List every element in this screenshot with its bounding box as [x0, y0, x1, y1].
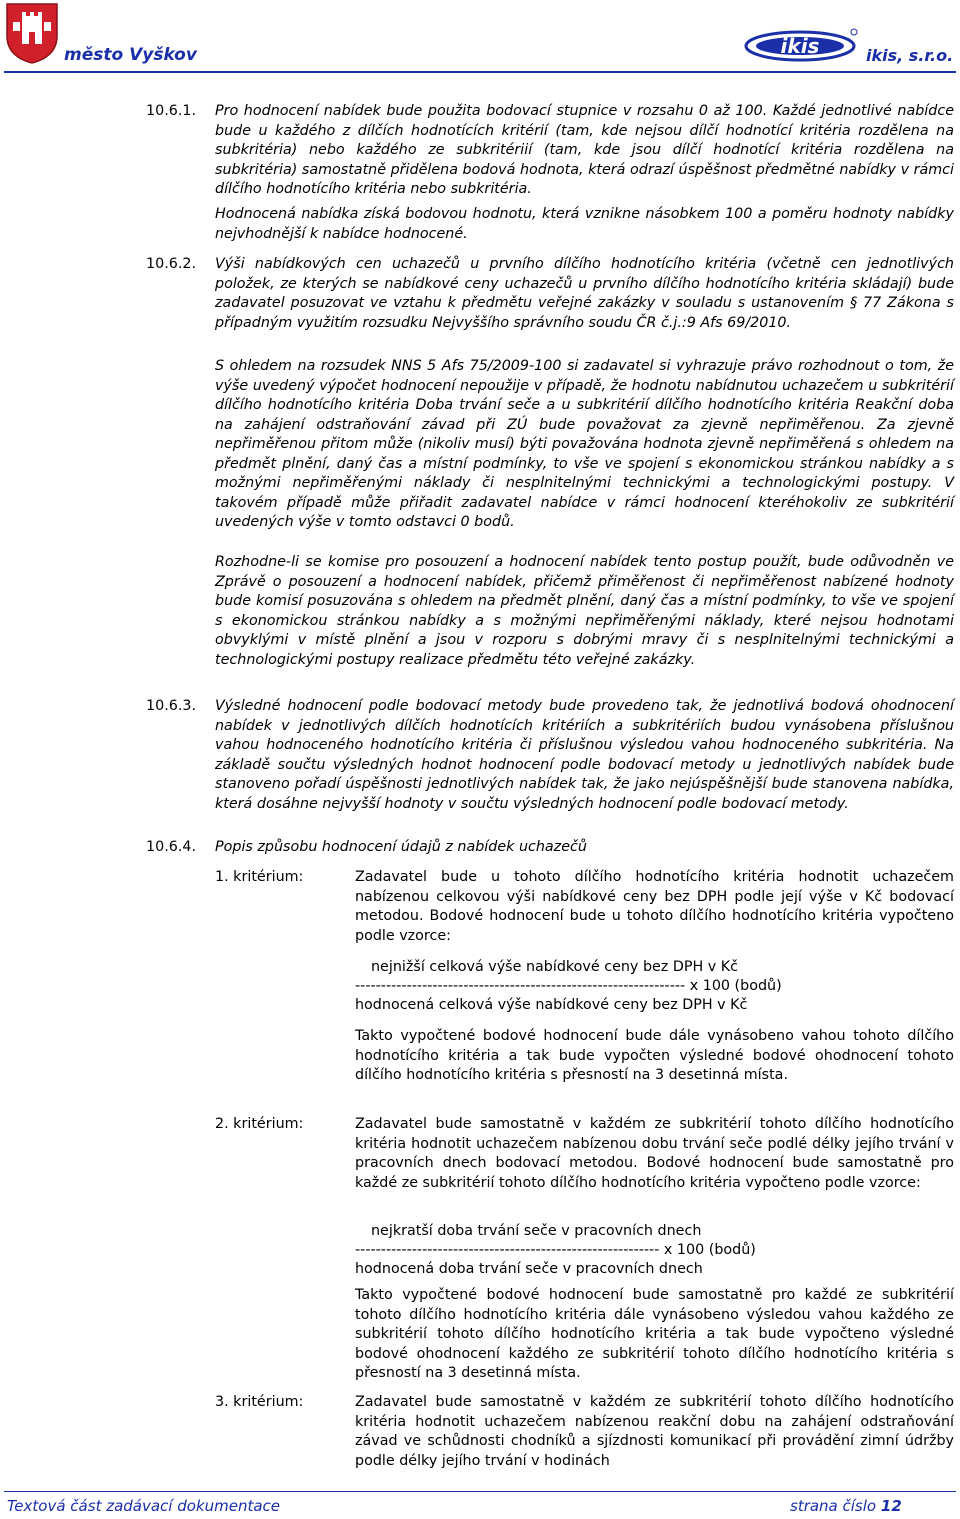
section-10-6-4-title: Popis způsobu hodnocení údajů z nabídek uchazečů [215, 839, 587, 855]
criterion-2-after-text: Takto vypočtené bodové hodnocení bude samostatně pro každé ze subkritérií tohoto dílčího hodnotícího kritéria dále vynásobeno výsledou vahou každého ze subkritérií tohoto dílčího hodnotícího kritéria a tak bude vypočteno výsledné bodové ohodnocení každého ze subkritérií tohoto dílčího hodnotícího kritéria s přesností na 3 desetinná místa. [355, 1287, 954, 1381]
section-number-10-6-3: 10.6.3. [146, 698, 197, 714]
criterion-3-label: 3. kritérium: [215, 1394, 304, 1410]
section-10-6-2-paragraph-1: Výši nabídkových cen uchazečů u prvního dílčího hodnotícího kritéria (včetně cen jednotlivých položek, ze kterých se nabídkové ceny uchazečů u prvního dílčího hodnotícího kritéria skládají) bude zadavatel posuzovat ve vztahu k předmětu veřejné zakázky v souladu s ustanovením § 77 Zákona s případným využitím rozsudku Nejvyššího správního soudu ČR č.j.:9 Afs 69/2010. [215, 256, 954, 331]
section-10-6-1-paragraph-1: Pro hodnocení nabídek bude použita bodovací stupnice v rozsahu 0 až 100. Každé jednotlivé nabídce bude u každého z dílčích hodnotících kritérií (tam, kde nejsou dílčí hodnotící kritéria rozdělena na subkritéria) nebo každého ze subkritériií (tam, kde jsou dílčí hodnotící kritéria rozdělena na subkritéria) samostatně přidělena bodová hodnota, která odrazí úspěšnost předmětné nabídky v rámci dílčího hodnotícího kritéria nebo subkritéria. [215, 103, 954, 197]
section-10-6-1-paragraph-2: Hodnocená nabídka získá bodovou hodnotu, která vznikne násobkem 100 a poměru hodnoty nabídky nejvhodnější k nabídce hodnocené. [215, 206, 954, 242]
page-number-value: 12 [880, 1497, 902, 1515]
ikis-logo-icon [744, 26, 860, 66]
criterion-1-label: 1. kritérium: [215, 869, 304, 885]
criterion-3-text: Zadavatel bude samostatně v každém ze subkritérií tohoto dílčího hodnotícího kritéria hodnotit uchazečem nabízenou reakční dobu na zahájení odstraňování závad ve schůdnosti chodníků a sjízdnosti komunikací při provádění zimní údržby podle délky jejího trvání v hodinách [355, 1394, 954, 1469]
section-10-6-3-paragraph: Výsledné hodnocení podle bodovací metody bude provedeno tak, že jednotlivá bodová ohodnocení nabídek v jednotlivých dílčích hodnotících kritériích a subkritériích budou vynásobena příslušnou vahou hodnoceného hodnotícího kritéria či příslušnou výsledou vahou hodnoceného subkritéria. Na základě součtu výsledných hodnot hodnocení podle bodovací metody u jednotlivých nabídek bude stanoveno pořadí úspěšnosti jednotlivých nabídek tak, že jako nejúspěšnější bude stanovena nabídka, která dosáhne nejvyšší hodnoty v součtu výsledných hodnocení podle bodovací metody. [215, 698, 954, 812]
city-crest-icon [5, 2, 59, 64]
footer-page-number: strana číslo 12 [790, 1497, 902, 1515]
criterion-1-formula-line: ---------------------------------------------------------------- x 100 (bodů) [355, 978, 782, 994]
criterion-1-formula-numerator: nejnižší celková výše nabídkové ceny bez DPH v Kč [371, 959, 739, 975]
company-name: ikis, s.r.o. [866, 46, 954, 65]
city-name: město Vyškov [64, 45, 197, 65]
criterion-2-text: Zadavatel bude samostatně v každém ze subkritérií tohoto dílčího hodnotícího kritéria hodnotit uchazečem nabízenou dobu trvání seče podlé délky jejího trvání v pracovních dnech bodovací metodou. Bodové hodnocení bude samostatně pro každé ze subkritérií tohoto dílčího hodnotícího kritéria vypočteno podle vzorce: [355, 1116, 954, 1191]
page-header [0, 0, 960, 82]
section-number-10-6-4: 10.6.4. [146, 839, 197, 855]
criterion-1-after-text: Takto vypočtené bodové hodnocení bude dále vynásobeno vahou tohoto dílčího hodnotícího kritéria a tak bude vypočten výsledné bodové ohodnocení tohoto dílčího hodnotícího kritéria s přesností na 3 desetinná místa. [355, 1028, 954, 1083]
section-10-6-2-paragraph-3: Rozhodne-li se komise pro posouzení a hodnocení nabídek tento postup použít, bude odůvodněn ve Zprávě o posouzení a hodnocení nabídek, přičemž přiměřenost či nepřiměřenost nabízené hodnoty bude komisí posuzována s ohledem na předmět plnění, daný čas a místní podmínky, to vše ve spojení s ekonomickou stránkou nabídky a s možnými nepřiměřenými náklady, které nejsou hodnotami obvyklými v místě plnění a jsou v rozporu s dobrými mravy či s nesplnitelnými technickými a technologickými postupy realizace předmětu této veřejné zakázky. [215, 554, 954, 668]
svg-text:ikis: ikis [780, 34, 820, 58]
section-number-10-6-2: 10.6.2. [146, 256, 197, 272]
criterion-2-formula-numerator: nejkratší doba trvání seče v pracovních dnech [371, 1223, 702, 1239]
criterion-2-formula-denominator: hodnocená doba trvání seče v pracovních dnech [355, 1261, 703, 1277]
header-divider [4, 71, 956, 73]
criterion-1-formula-denominator: hodnocená celková výše nabídkové ceny bez DPH v Kč [355, 997, 748, 1013]
section-number-10-6-1: 10.6.1. [146, 103, 197, 119]
criterion-1-text: Zadavatel bude u tohoto dílčího hodnotícího kritéria hodnotit uchazečem nabízenou celkovou výši nabídkové ceny bez DPH podle její výše v Kč bodovací metodou. Bodové hodnocení bude u tohoto dílčího hodnotícího kritéria vypočteno podle vzorce: [355, 869, 954, 944]
criterion-2-label: 2. kritérium: [215, 1116, 304, 1132]
footer-divider [4, 1491, 956, 1492]
footer-document-title: Textová část zadávací dokumentace [7, 1497, 281, 1515]
section-10-6-2-paragraph-2: S ohledem na rozsudek NNS 5 Afs 75/2009-100 si zadavatel si vyhrazuje právo rozhodnout o tom, že výše uvedený výpočet hodnocení nepoužije v případě, že hodnotu nabídnutou uchazečem u subkritérií dílčího hodnotícího kritéria Doba trvání seče a u subkritérií dílčího hodnotícího kritéria Reakční doba na zahájení odstraňování závad při ZÚ bude považovat za zjevně nepřiměřenou. Za zjevně nepřiměřenou přitom může (nikoliv musí) býti považována hodnota zjevně nepřiměřená s ohledem na předmět plnění, daný čas a místní podmínky, to vše ve spojení s ekonomickou stránkou nabídky a s možnými nepřiměřenými náklady či nesplnitelnými technickými a technologickými postupy. V takovém případě může přiřadit zadavatel nabídce v rámci hodnocení kteréhokoliv ze subkritérií uvedených výše v tomto odstavci 0 bodů. [215, 358, 954, 530]
criterion-2-formula-line: ----------------------------------------------------------- x 100 (bodů) [355, 1242, 756, 1258]
